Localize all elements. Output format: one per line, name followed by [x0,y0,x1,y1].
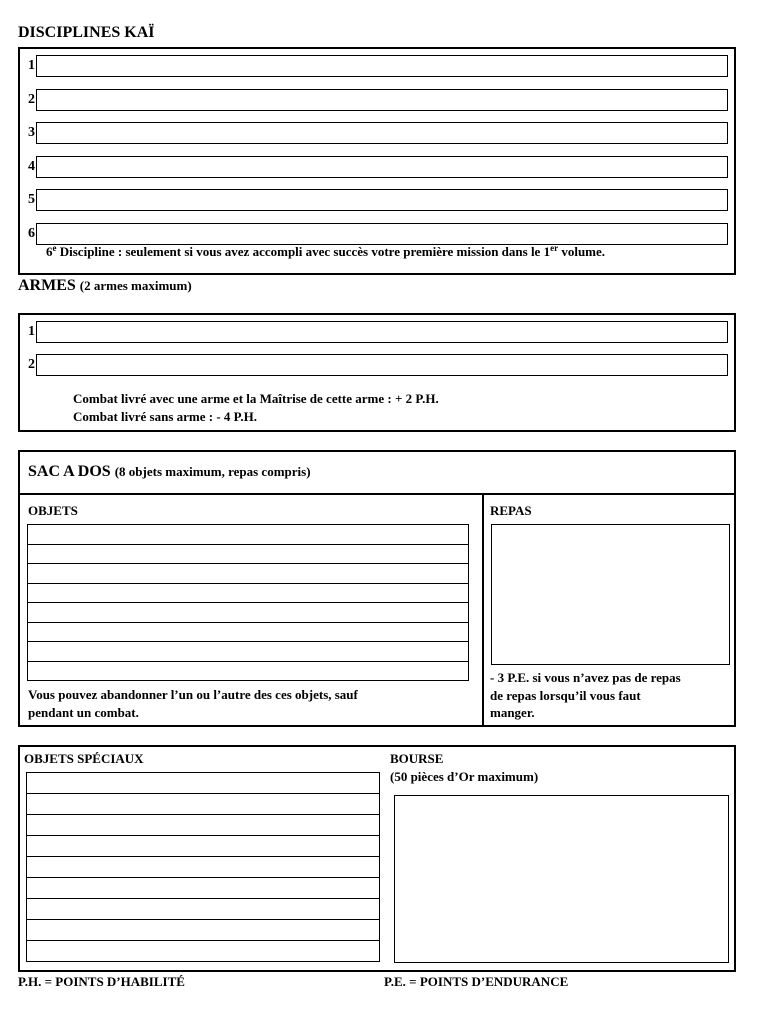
objets-note [28,686,358,722]
legend-pe: P.E. = POINTS D’ENDURANCE [384,974,569,989]
objet-special-row[interactable] [27,835,379,856]
objets-note-line: Vous pouvez abandonner l’un ou l’autre des ces objets, sauf [28,687,358,702]
sac-a-dos-title: SAC A DOS [28,463,111,480]
sac-a-dos-subtitle: (8 objets maximum, repas compris) [114,464,311,479]
repas-note [490,669,681,722]
objets-table [27,524,469,681]
objet-special-row[interactable] [27,898,379,919]
objet-row[interactable] [28,544,468,564]
armes-note-mastery: Combat livré avec une arme et la Maîtrise de cette arme : + 2 P.H. [73,391,439,406]
discipline-field-6[interactable] [36,223,728,245]
objet-special-row[interactable] [27,877,379,898]
arme-field-2[interactable] [36,354,728,376]
objet-special-row[interactable] [27,856,379,877]
armes-note-unarmed: Combat livré sans arme : - 4 P.H. [73,409,258,424]
objets-note-line: pendant un combat. [28,705,139,720]
note-superscript: er [550,243,559,253]
repas-field[interactable] [491,524,730,665]
sixth-discipline-note [46,243,605,260]
discipline-number: 1 [28,58,35,73]
arme-number: 2 [28,357,35,372]
objet-special-row[interactable] [27,919,379,940]
discipline-field-3[interactable] [36,122,728,144]
repas-note-line: de repas lorsqu’il vous faut [490,687,641,703]
objet-row[interactable] [28,525,468,544]
armes-subtitle: (2 armes maximum) [79,278,192,293]
objet-row[interactable] [28,583,468,603]
discipline-number: 5 [28,192,35,207]
arme-number: 1 [28,324,35,339]
sac-a-dos-heading [28,463,311,481]
note-part: volume. [558,244,606,259]
sac-a-dos-header-divider [18,493,736,495]
discipline-field-1[interactable] [36,55,728,77]
armes-title: ARMES [18,277,76,294]
disciplines-title: DISCIPLINES KAÏ [18,24,155,41]
objet-row[interactable] [28,661,468,681]
bourse-field[interactable] [394,795,729,963]
objet-row[interactable] [28,602,468,622]
repas-note-line: manger. [490,705,535,720]
bourse-subtitle: (50 pièces d’Or maximum) [390,769,539,784]
armes-heading [18,277,192,295]
sac-a-dos-column-divider [482,494,484,727]
bourse-label: BOURSE [390,751,444,766]
discipline-number: 6 [28,226,35,241]
objet-row[interactable] [28,622,468,642]
objets-speciaux-label: OBJETS SPÉCIAUX [24,751,144,766]
discipline-field-2[interactable] [36,89,728,111]
arme-field-1[interactable] [36,321,728,343]
discipline-number: 2 [28,92,35,107]
objets-speciaux-table [26,772,380,962]
objet-special-row[interactable] [27,773,379,793]
note-part: 6 [46,244,53,259]
discipline-number: 4 [28,159,35,174]
objet-special-row[interactable] [27,814,379,835]
discipline-field-4[interactable] [36,156,728,178]
note-part: Discipline : seulement si vous avez accompli avec succès votre première mission dans le 1 [56,244,551,259]
repas-label: REPAS [490,503,532,518]
objet-row[interactable] [28,641,468,661]
discipline-number: 3 [28,125,35,140]
objets-label: OBJETS [28,503,78,518]
note-superscript: e [52,243,57,253]
objet-special-row[interactable] [27,940,379,961]
discipline-field-5[interactable] [36,189,728,211]
repas-note-line: - 3 P.E. si vous n’avez pas de repas [490,670,681,685]
legend-ph: P.H. = POINTS D’HABILITÉ [18,974,185,989]
objet-row[interactable] [28,563,468,583]
objet-special-row[interactable] [27,793,379,814]
